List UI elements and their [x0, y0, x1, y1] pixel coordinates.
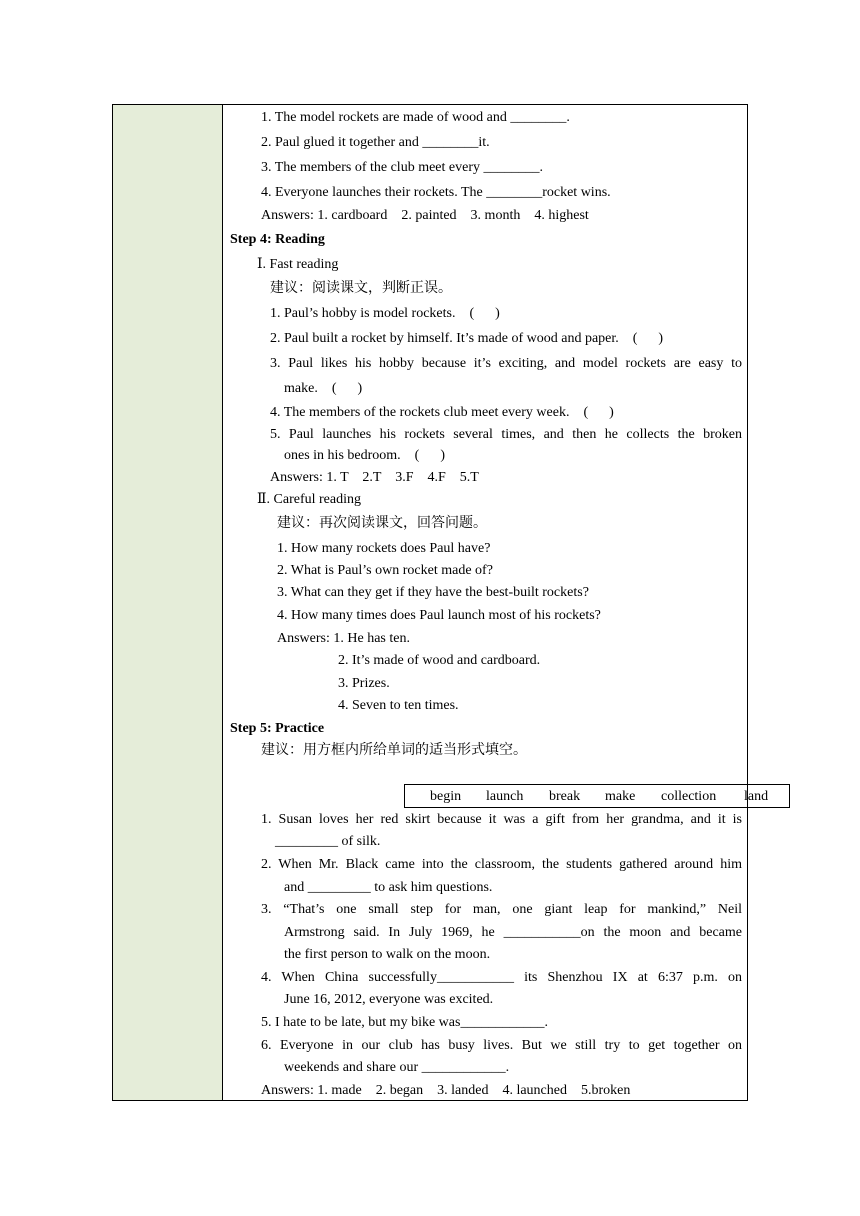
fast-reading-tip: 建议：阅读课文，判断正误。	[270, 281, 452, 296]
word-bank-word: break	[549, 789, 581, 804]
practice-q6-line1: 6. Everyone in our club has busy lives. But we still try to get together on	[261, 1038, 742, 1053]
fast-q2: 2. Paul built a rocket by himself. It’s made of wood and paper. ( )	[270, 331, 664, 346]
practice-q4-line1: 4. When China successfully___________ its Shenzhou IX at 6:37 p.m. on	[261, 970, 742, 985]
careful-answer-2: 2. It’s made of wood and cardboard.	[338, 653, 541, 668]
fill-item-3: 3. The members of the club meet every ________.	[261, 160, 543, 175]
careful-answers-label: Answers: 1. He has ten.	[277, 631, 410, 646]
practice-q3-line2: Armstrong said. In July 1969, he ___________on the moon and became	[284, 925, 742, 940]
left-label-column	[113, 105, 223, 1100]
practice-q1-line1: 1. Susan loves her red skirt because it was a gift from her grandma, and it is	[261, 812, 742, 827]
careful-answer-3: 3. Prizes.	[338, 676, 390, 691]
practice-q1-line2: _________ of silk.	[275, 834, 381, 849]
content-cell	[224, 105, 769, 1100]
fast-q3-line2: make. ( )	[284, 381, 363, 396]
careful-answer-4: 4. Seven to ten times.	[338, 698, 459, 713]
word-bank-word: make	[605, 789, 636, 804]
practice-q3-line1: 3. “That’s one small step for man, one giant leap for mankind,” Neil	[261, 902, 742, 917]
fast-answers: Answers: 1. T 2.T 3.F 4.F 5.T	[270, 470, 479, 485]
practice-q5: 5. I hate to be late, but my bike was____________.	[261, 1015, 548, 1030]
fast-q5-line2: ones in his bedroom. ( )	[284, 448, 445, 463]
fast-q5-line1: 5. Paul launches his rockets several times, and then he collects the broken	[270, 427, 742, 442]
practice-q4-line2: June 16, 2012, everyone was excited.	[284, 992, 494, 1007]
practice-answers: Answers: 1. made 2. began 3. landed 4. launched 5.broken	[261, 1083, 631, 1098]
fill-item-2: 2. Paul glued it together and ________it.	[261, 135, 490, 150]
fill-answers: Answers: 1. cardboard 2. painted 3. month 4. highest	[261, 208, 589, 223]
fill-item-4: 4. Everyone launches their rockets. The ________rocket wins.	[261, 185, 611, 200]
careful-reading-tip: 建议：再次阅读课文，回答问题。	[277, 516, 487, 531]
practice-q3-line3: the first person to walk on the moon.	[284, 947, 491, 962]
practice-q2-line1: 2. When Mr. Black came into the classroom, the students gathered around him	[261, 857, 742, 872]
fast-q1: 1. Paul’s hobby is model rockets. ( )	[270, 306, 500, 321]
word-bank-word: collection	[661, 789, 717, 804]
word-bank-word: begin	[430, 789, 462, 804]
practice-tip: 建议：用方框内所给单词的适当形式填空。	[261, 743, 527, 758]
careful-q2: 2. What is Paul’s own rocket made of?	[277, 563, 493, 578]
step5-heading: Step 5: Practice	[230, 721, 325, 736]
fast-reading-title: Ⅰ. Fast reading	[257, 257, 339, 272]
lesson-table	[112, 104, 769, 1101]
fill-item-1: 1. The model rockets are made of wood and ________.	[261, 110, 570, 125]
careful-reading-title: Ⅱ. Careful reading	[257, 492, 361, 507]
practice-q6-line2: weekends and share our ____________.	[284, 1060, 510, 1075]
step4-heading: Step 4: Reading	[230, 232, 325, 247]
careful-q1: 1. How many rockets does Paul have?	[277, 541, 491, 556]
practice-q2-line2: and _________ to ask him questions.	[284, 880, 493, 895]
careful-q3: 3. What can they get if they have the best-built rockets?	[277, 585, 589, 600]
careful-q4: 4. How many times does Paul launch most of his rockets?	[277, 608, 601, 623]
fast-q4: 4. The members of the rockets club meet every week. ( )	[270, 405, 614, 420]
word-bank-word: launch	[486, 789, 524, 804]
fast-q3-line1: 3. Paul likes his hobby because it’s exciting, and model rockets are easy to	[270, 356, 742, 371]
word-bank-word: land	[744, 789, 769, 804]
word-bank-box	[404, 784, 790, 808]
